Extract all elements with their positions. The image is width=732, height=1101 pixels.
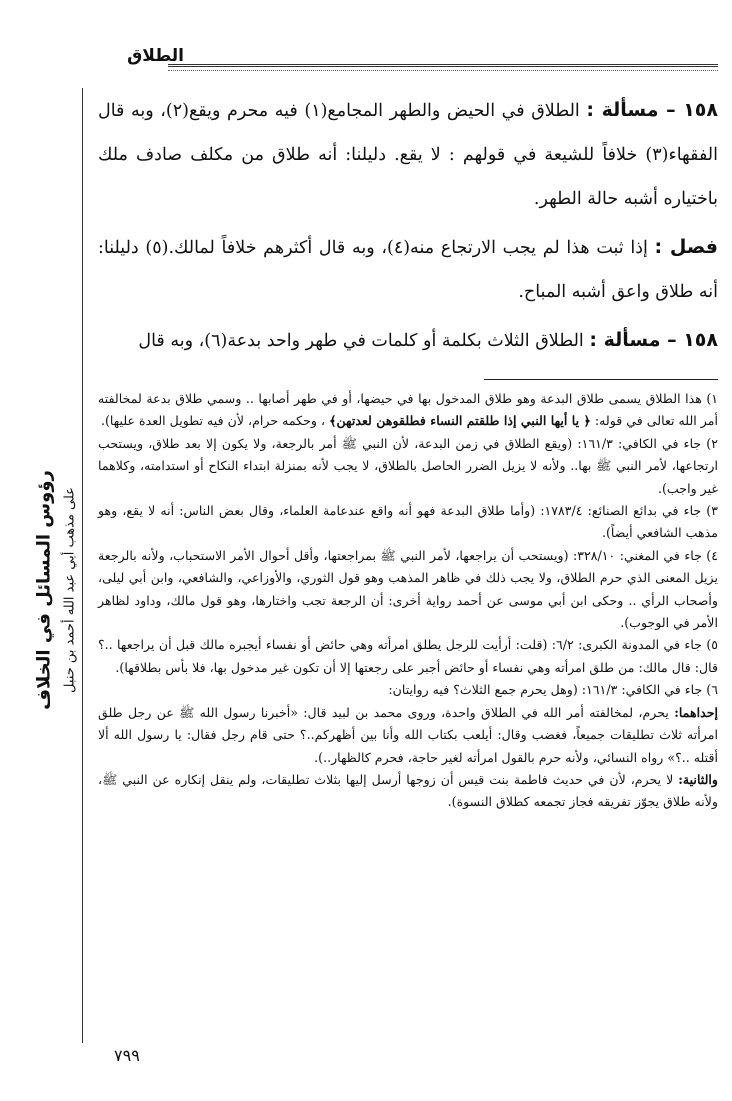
quran-quote: ﴿ يا أيها النبي إذا طلقتم النساء فطلقوهن لعدتهن﴾ (329, 413, 591, 429)
section-paragraph (98, 225, 718, 314)
issue-text: الطلاق الثلاث بكلمة أو كلمات في طهر واحد بدعة(٦)، وبه قال (138, 331, 584, 351)
opinion-label: إحداهما: (674, 704, 718, 720)
footnote-4: ٤) جاء في المغني: ٣٢٨/١٠: (ويستحب أن يراجعها، لأمر النبي ﷺ بمراجعتها، وأقل أحوال الأمر الاستحباب، ولأنه بالرجعة يزيل المعنى الذي حرم الطلاق، ولا يجب ذلك في ظاهر المذهب وهو قول الثوري، والأوزاعي، والشافعي، وابن أبي ليلى، وأصحاب الرأي .. وحكى ابن أبي موسى عن أحمد رواية أخرى: أن الرجعة تجب واختارها، وهو قول مالك، وداود لظاهر الأمر في الوجوب). (98, 547, 718, 631)
footnotes (98, 388, 718, 814)
header-dotted-rule (168, 70, 718, 71)
opinion-label: والثانية: (678, 771, 718, 787)
section-label: فصل : (654, 236, 718, 258)
footnote-text: ، وحكمه حرام، لأن فيه تطويل العدة عليها). (100, 413, 326, 429)
footnote-text: ١) هذا الطلاق يسمى طلاق البدعة وهو طلاق المدخول بها في حيضها، أو في طهر أصابها .. وسمي طلاق بدعة لمخالفته أمر الله تعالى في قوله: (98, 391, 718, 429)
issue-number: ١٥٨ – مسألة : (586, 99, 718, 121)
footnote-1 (98, 388, 718, 433)
section-text: إذا ثبت هذا لم يجب الارتجاع منه(٤)، وبه قال أكثرهم خلافاً لمالك.(٥) دليلنا: أنه طلاق واعق أشبه المباح. (98, 238, 718, 302)
running-header-title: الطلاق (127, 46, 184, 66)
side-divider (82, 88, 83, 1043)
page-number: ٧٩٩ (114, 1046, 140, 1065)
footnote-6-first (98, 702, 718, 769)
issue-paragraph (98, 88, 718, 221)
footnote-2: ٢) جاء في الكافي: ١٦١/٣: (ويقع الطلاق في زمن البدعة، لأن النبي ﷺ أمر بالرجعة، ولا يكون إلا بعد طلاق، ويستحب ارتجاعها، لأمر النبي ﷺ بها.. ولأنه لا يزيل الضرر الحاصل بالطلاق، لا يجب لأنه بمنزلة ابتداء النكاح أو استدامته، وكلاهما غير واجب). (98, 435, 718, 496)
footnote-3: ٣) جاء في بدائع الصنائع: ١٧٨٣/٤: (وأما طلاق البدعة فهو أنه واقع عندعامة العلماء، وقال بعض الناس: أنه لا يقع، وهو مذهب الشافعي أيضاً). (98, 503, 718, 541)
footnote-5: ٥) جاء في المدونة الكبرى: ٦/٢: (قلت: أرأيت للرجل يطلق امرأته وهي حائض أو نفساء أيجبره مالك قبل أن يراجعها ..؟ قال: قال مالك: من طلق امرأته وهي نفساء أو حائض أجبر على رجعتها إلا أن تكون غير مدخول بها، فلا بأس بطلاقها). (98, 637, 718, 675)
footnote-6: ٦) جاء في الكافي: ١٦١/٣: (وهل يحرم جمع الثلاث؟ فيه روايتان: (388, 682, 718, 698)
side-book-title: رؤوس المسائل في الخلاف (33, 470, 55, 710)
footnote-6-second (98, 769, 718, 814)
footnote-text: يحرم، لمخالفته أمر الله في الطلاق واحدة، وروى محمد بن لبيد قال: «أخبرنا رسول الله ﷺ عن رجل طلق امرأته ثلاث تطليقات جميعاً، فغضب وقال: أيلعب بكتاب الله وأنا بين أظهركم..؟ حتى قام رجل فقال: يا رسول الله ألا أقتله ..؟» رواه النسائي، ولأنه حرم بالقول امرأته لغير حاجة، فحرم كالظهار..). (98, 704, 718, 765)
footnote-separator (484, 379, 718, 380)
header-rule (168, 64, 718, 67)
issue-paragraph (98, 318, 718, 363)
main-text (98, 88, 718, 367)
footnote-text: لا يحرم، لأن في حديث فاطمة بنت قيس أن زوجها أرسل إليها بثلاث تطليقات، ولم ينقل إنكاره عن النبي ﷺ، ولأنه طلاق يجوّز تفريقه فجاز تجمعه كطلاق النسوة). (98, 771, 718, 810)
issue-number: ١٥٨ – مسألة : (589, 329, 718, 351)
issue-text: الطلاق في الحيض والطهر المجامع(١) فيه محرم ويقع(٢)، وبه قال الفقهاء(٣) خلافاً للشيعة في قولهم : لا يقع. دليلنا: أنه طلاق من مكلف صادف ملك باختياره أشبه حالة الطهر. (98, 101, 718, 209)
side-book-subtitle: على مذهب أبي عبد الله أحمد بن حنبل (62, 487, 78, 693)
